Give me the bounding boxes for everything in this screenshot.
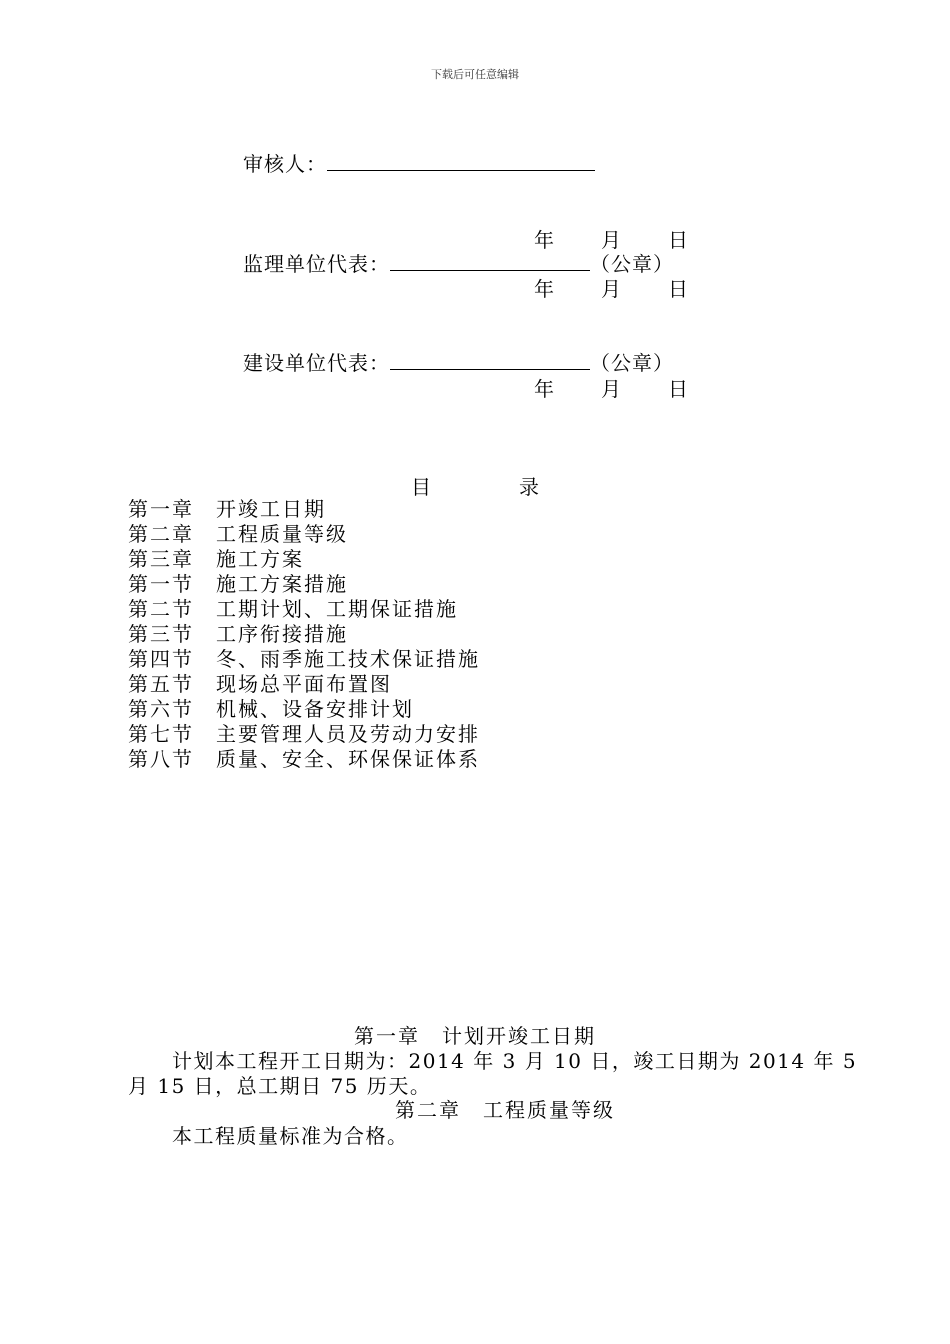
toc-item-num: 第二章 <box>128 522 194 546</box>
date-month: 月 <box>601 277 621 301</box>
toc-item-title: 冬、雨季施工技术保证措施 <box>216 647 480 671</box>
date-month: 月 <box>601 377 621 401</box>
toc-item-title: 现场总平面布置图 <box>216 672 392 696</box>
toc-item-num: 第六节 <box>128 697 194 721</box>
toc-item-title: 工期计划、工期保证措施 <box>216 597 458 621</box>
toc-item-num: 第一节 <box>128 572 194 596</box>
page-header: 下载后可任意编辑 <box>431 68 519 81</box>
toc-item <box>128 747 480 772</box>
toc-item <box>128 622 480 647</box>
toc-item-num: 第一章 <box>128 497 194 521</box>
toc-item-title: 施工方案措施 <box>216 572 348 596</box>
toc-item <box>128 547 480 572</box>
toc-list <box>128 497 480 772</box>
toc-item <box>128 597 480 622</box>
toc-item <box>128 697 480 722</box>
reviewer-label: 审核人： <box>243 152 327 176</box>
supervisor-label: 监理单位代表： <box>243 252 390 276</box>
toc-item-title: 工程质量等级 <box>216 522 348 546</box>
toc-item <box>128 497 480 522</box>
builder-date <box>0 373 950 399</box>
toc-item <box>128 572 480 597</box>
toc-title-b: 录 <box>519 475 539 499</box>
toc-item-num: 第二节 <box>128 597 194 621</box>
toc-item-num: 第七节 <box>128 722 194 746</box>
chapter2-line1: 本工程质量标准为合格。 <box>172 1124 409 1148</box>
supervisor-signature-line <box>390 250 590 271</box>
toc-title-a: 目 <box>411 475 431 499</box>
reviewer-date <box>0 224 950 250</box>
chapter1-line2: 月 15 日，总工期日 75 历天。 <box>128 1074 432 1098</box>
toc-item-num: 第八节 <box>128 747 194 771</box>
toc-item-title: 开竣工日期 <box>216 497 326 521</box>
toc-item <box>128 672 480 697</box>
chapter2-title: 第二章 工程质量等级 <box>395 1098 615 1122</box>
toc-item-num: 第三章 <box>128 547 194 571</box>
toc-item-title: 质量、安全、环保保证体系 <box>216 747 480 771</box>
reviewer-row <box>243 148 595 177</box>
date-year: 年 <box>534 228 554 252</box>
toc-item-num: 第四节 <box>128 647 194 671</box>
toc-item-title: 施工方案 <box>216 547 304 571</box>
toc-title <box>0 471 950 500</box>
date-year: 年 <box>534 277 554 301</box>
builder-label: 建设单位代表： <box>243 351 390 375</box>
supervisor-date <box>0 273 950 299</box>
chapter1-line1: 计划本工程开工日期为：2014 年 3 月 10 日，竣工日期为 2014 年 5 <box>172 1049 858 1073</box>
toc-item <box>128 647 480 672</box>
supervisor-seal: （公章） <box>590 252 674 276</box>
toc-item-title: 工序衔接措施 <box>216 622 348 646</box>
toc-item-title: 机械、设备安排计划 <box>216 697 414 721</box>
builder-signature-line <box>390 349 590 370</box>
date-day: 日 <box>668 377 688 401</box>
builder-row <box>243 347 674 376</box>
toc-item-title: 主要管理人员及劳动力安排 <box>216 722 480 746</box>
date-day: 日 <box>668 228 688 252</box>
chapter1-title: 第一章 计划开竣工日期 <box>354 1024 596 1048</box>
date-day: 日 <box>668 277 688 301</box>
toc-item-num: 第三节 <box>128 622 194 646</box>
toc-item-num: 第五节 <box>128 672 194 696</box>
builder-seal: （公章） <box>590 351 674 375</box>
toc-item <box>128 522 480 547</box>
reviewer-signature-line <box>327 150 595 171</box>
toc-item <box>128 722 480 747</box>
date-year: 年 <box>534 377 554 401</box>
date-month: 月 <box>601 228 621 252</box>
